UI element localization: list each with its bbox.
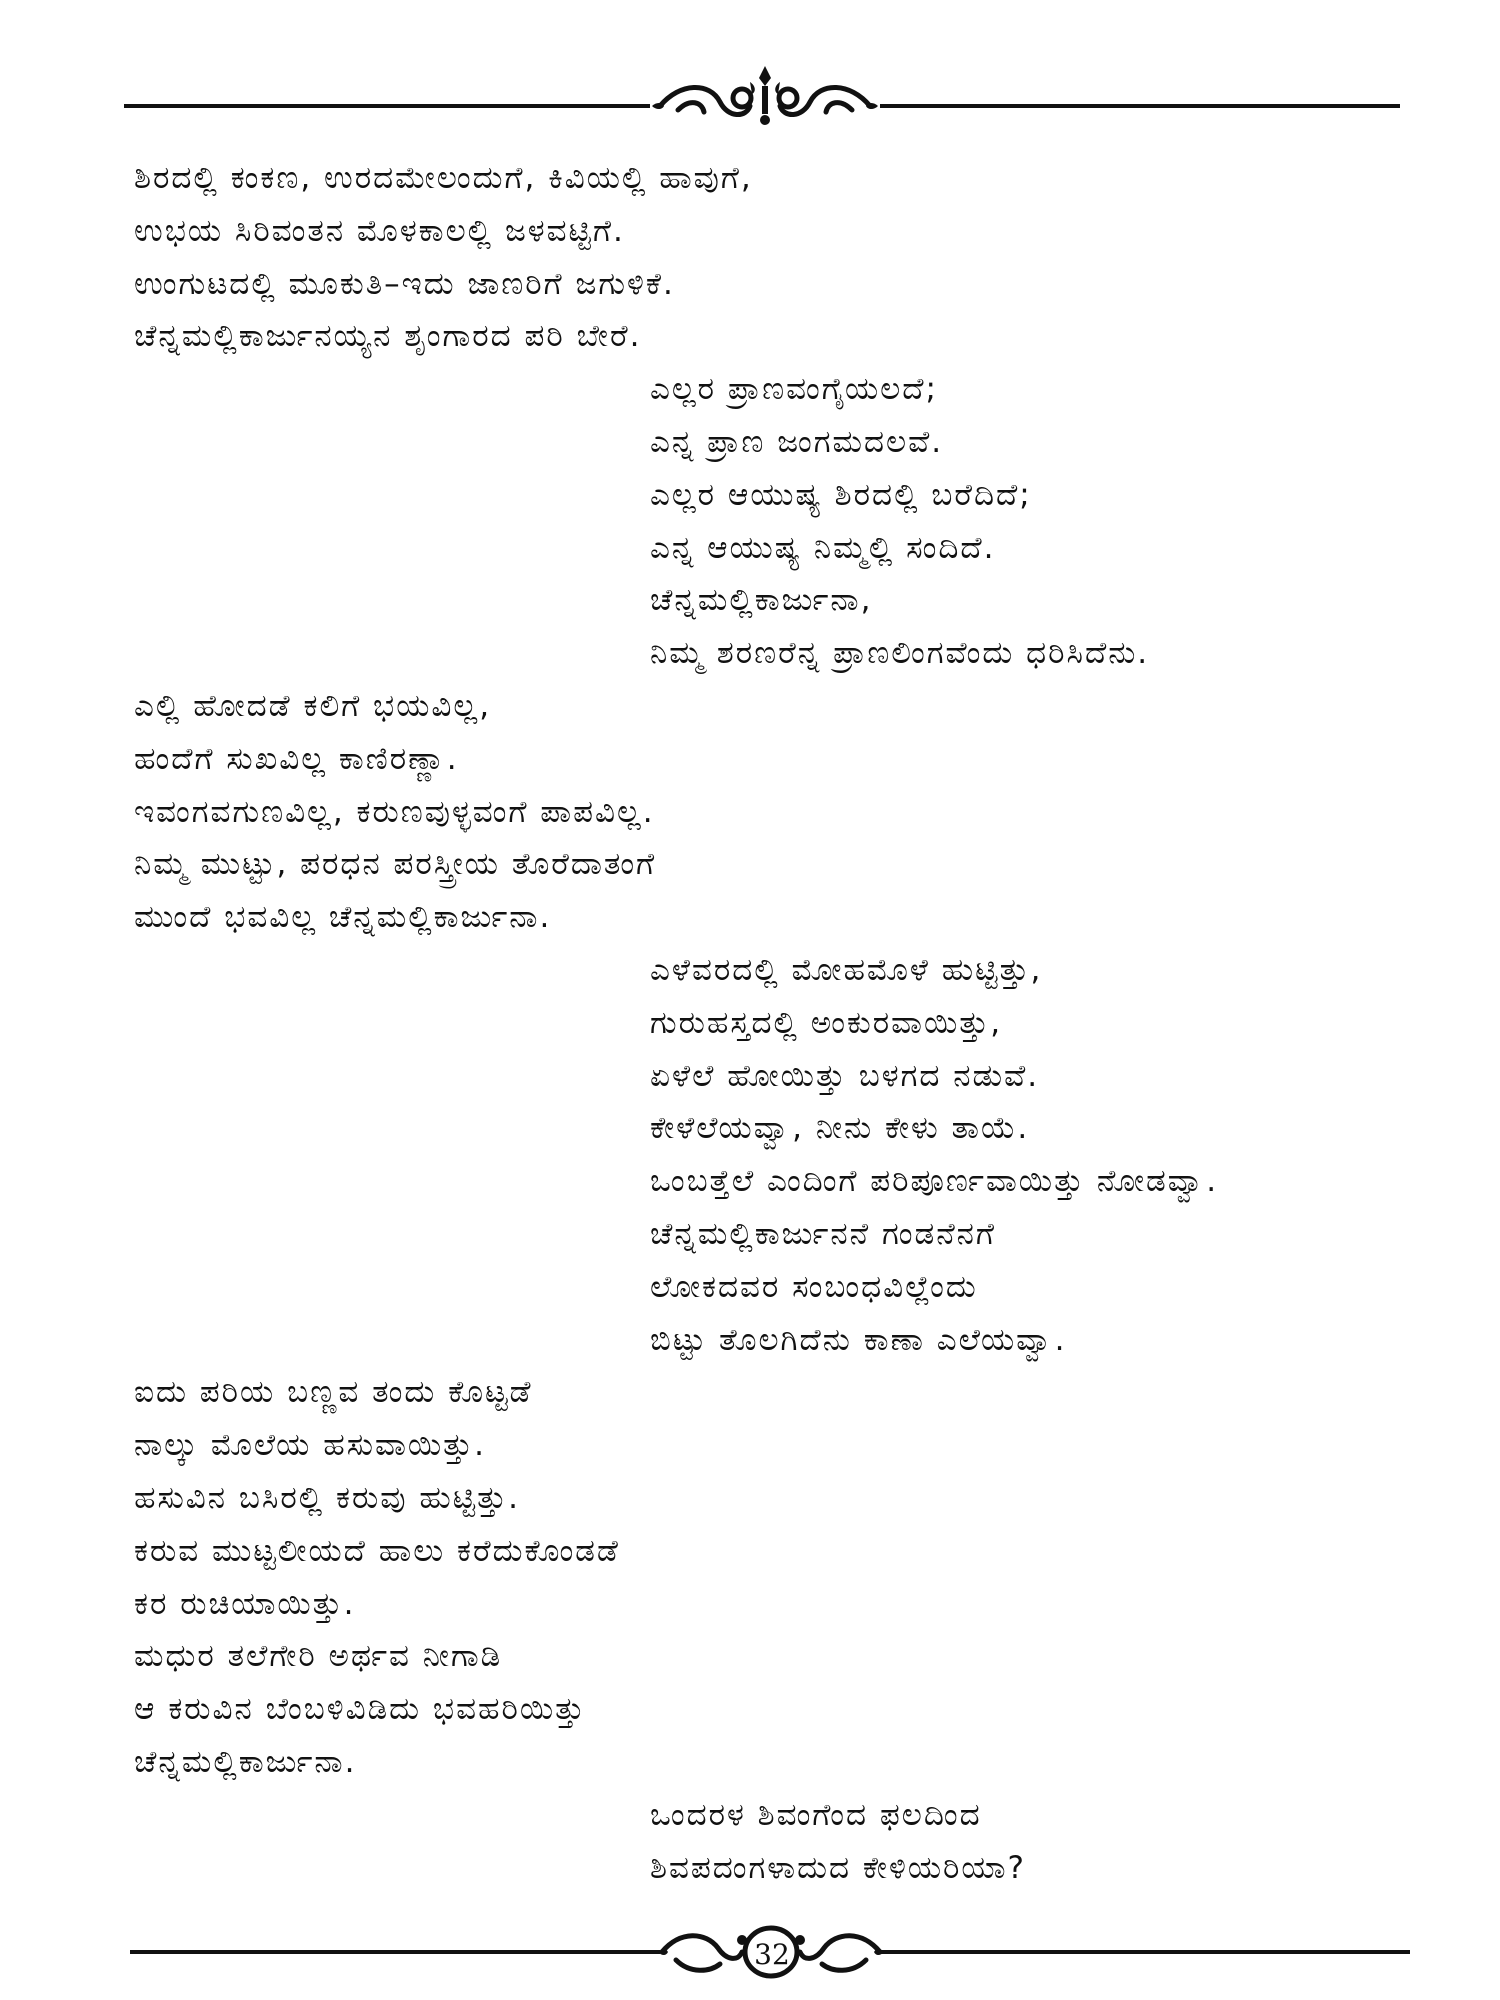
poem-line: ಎಲ್ಲಿ ಹೋದಡೆ ಕಲಿಗೆ ಭಯವಿಲ್ಲ,: [134, 688, 492, 724]
poem-line: ಐದು ಪರಿಯ ಬಣ್ಣವ ತಂದು ಕೊಟ್ಟಡೆ: [134, 1374, 533, 1410]
poem-line: ಕರ ರುಚಿಯಾಯಿತ್ತು.: [134, 1586, 356, 1622]
poem-line: ಲೋಕದವರ ಸಂಬಂಧವಿಲ್ಲೆಂದು: [650, 1269, 978, 1305]
poem-line: ಹಸುವಿನ ಬಸಿರಲ್ಲಿ ಕರುವು ಹುಟ್ಟಿತ್ತು.: [134, 1480, 520, 1516]
poem-line: ಚೆನ್ನಮಲ್ಲಿಕಾರ್ಜುನಯ್ಯನ ಶೃಂಗಾರದ ಪರಿ ಬೇರೆ.: [134, 318, 642, 354]
poem-line: ನಾಲ್ಕು ಮೊಲೆಯ ಹಸುವಾಯಿತ್ತು.: [134, 1427, 486, 1463]
poem-line: ಉಭಯ ಸಿರಿವಂತನ ಮೊಳಕಾಲಲ್ಲಿ ಜಳವಟ್ಟಿಗೆ.: [134, 213, 625, 249]
poem-line: ಎಲ್ಲರ ಆಯುಷ್ಯ ಶಿರದಲ್ಲಿ ಬರೆದಿದೆ;: [650, 477, 1032, 513]
poem-line: ಶಿವಪದಂಗಳಾದುದ ಕೇಳಿಯರಿಯಾ?: [650, 1850, 1027, 1886]
poem-line: ಎಳೆವರದಲ್ಲಿ ಮೋಹಮೊಳೆ ಹುಟ್ಟಿತ್ತು,: [650, 952, 1043, 988]
poem-line: ಮಧುರ ತಲೆಗೇರಿ ಅರ್ಥವ ನೀಗಾಡಿ: [134, 1638, 503, 1674]
poem-line: ಎಲ್ಲರ ಪ್ರಾಣವಂಗೈಯಲದೆ;: [650, 371, 938, 407]
poem-line: ಉಂಗುಟದಲ್ಲಿ ಮೂಕುತಿ–ಇದು ಜಾಣರಿಗೆ ಜಗುಳಿಕೆ.: [134, 266, 675, 302]
poem-line: ಮುಂದೆ ಭವವಿಲ್ಲ ಚೆನ್ನಮಲ್ಲಿಕಾರ್ಜುನಾ.: [134, 899, 552, 935]
poem-line: ನಿಮ್ಮ ಮುಟ್ಟು, ಪರಧನ ಪರಸ್ತ್ರೀಯ ತೊರೆದಾತಂಗೆ: [134, 846, 657, 882]
poem-line: ಏಳೆಲೆ ಹೋಯಿತ್ತು ಬಳಗದ ನಡುವೆ.: [650, 1058, 1040, 1094]
poem-line: ಎನ್ನ ಪ್ರಾಣ ಜಂಗಮದಲವೆ.: [650, 424, 944, 460]
poem-line: ಬಿಟ್ಟು ತೊಲಗಿದೆನು ಕಾಣಾ ಎಲೆಯವ್ವಾ.: [650, 1322, 1067, 1358]
page-number: 32: [754, 1938, 790, 1971]
poem-line: ಶಿರದಲ್ಲಿ ಕಂಕಣ, ಉರದಮೇಲಂದುಗೆ, ಕಿವಿಯಲ್ಲಿ ಹಾವುಗೆ,: [134, 160, 753, 196]
poem-line: ಚೆನ್ನಮಲ್ಲಿಕಾರ್ಜುನಾ.: [134, 1744, 357, 1780]
poem-line: ಆ ಕರುವಿನ ಬೆಂಬಳಿವಿಡಿದು ಭವಹರಿಯಿತ್ತು: [134, 1691, 587, 1727]
top-ornament-icon: [650, 62, 880, 132]
poem-line: ಚೆನ್ನಮಲ್ಲಿಕಾರ್ಜುನಾ,: [650, 582, 873, 618]
poem-line: ಒಂಬತ್ತೆಲೆ ಎಂದಿಂಗೆ ಪರಿಪೂರ್ಣವಾಯಿತ್ತು ನೋಡವ್ವಾ.: [650, 1163, 1219, 1199]
poem-line: ಕೇಳೆಲೆಯವ್ವಾ, ನೀನು ಕೇಳು ತಾಯೆ.: [650, 1110, 1030, 1146]
bottom-rule-left: [130, 1950, 660, 1954]
poem-line: ಒಂದರಳ ಶಿವಂಗೆಂದ ಫಲದಿಂದ: [650, 1797, 982, 1833]
bottom-rule-right: [880, 1950, 1410, 1954]
poem-line: ಚೆನ್ನಮಲ್ಲಿಕಾರ್ಜುನನೆ ಗಂಡನೆನಗೆ: [650, 1216, 996, 1252]
poem-line: ಗುರುಹಸ್ತದಲ್ಲಿ ಅಂಕುರವಾಯಿತ್ತು,: [650, 1005, 1003, 1041]
poem-line: ಹಂದೆಗೆ ಸುಖವಿಲ್ಲ ಕಾಣಿರಣ್ಣಾ.: [134, 741, 459, 777]
poem-line: ಕರುವ ಮುಟ್ಟಲೀಯದೆ ಹಾಲು ಕರೆದುಕೊಂಡಡೆ: [134, 1533, 620, 1569]
poem-line: ನಿಮ್ಮ ಶರಣರೆನ್ನ ಪ್ರಾಣಲಿಂಗವೆಂದು ಧರಿಸಿದೆನು.: [650, 635, 1150, 671]
top-rule-right: [880, 104, 1400, 108]
poem-line: ಇವಂಗವಗುಣವಿಲ್ಲ, ಕರುಣವುಳ್ಳವಂಗೆ ಪಾಪವಿಲ್ಲ.: [134, 794, 655, 830]
poem-line: ಎನ್ನ ಆಯುಷ್ಯ ನಿಮ್ಮಲ್ಲಿ ಸಂದಿದೆ.: [650, 530, 996, 566]
top-rule-left: [124, 104, 650, 108]
